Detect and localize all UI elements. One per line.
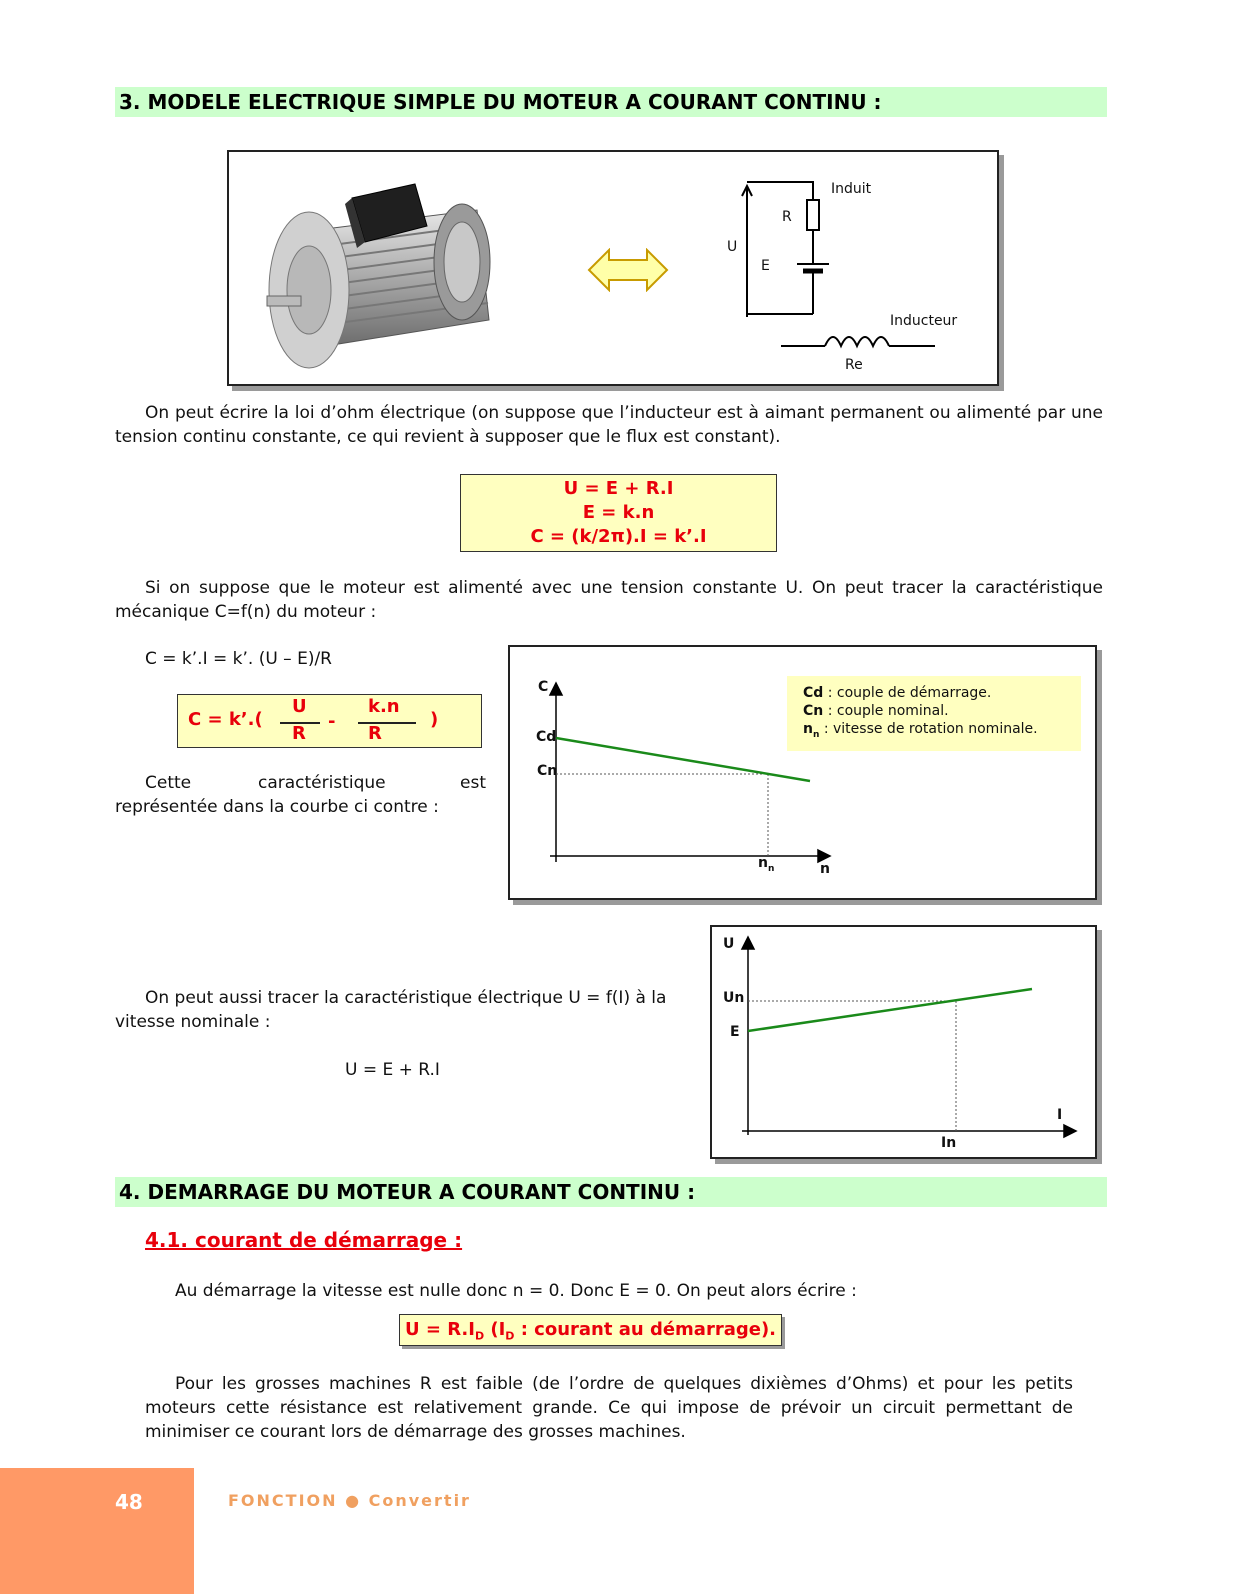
start-formula-b: (I — [484, 1319, 506, 1340]
fraction-minus: - — [328, 711, 336, 732]
section-4-title: 4. DEMARRAGE DU MOTEUR A COURANT CONTINU : — [115, 1177, 1107, 1207]
formula-line-1: U = E + R.I — [563, 478, 674, 499]
fraction-den-2: R — [368, 723, 382, 744]
footer-label: FONCTION ● Convertir — [228, 1491, 471, 1510]
start-formula-c: : courant au démarrage). — [514, 1319, 777, 1340]
u-axis-arrow-icon — [742, 937, 754, 949]
chart-elec-e-label: E — [730, 1024, 740, 1040]
fraction-suffix: ) — [430, 709, 439, 730]
elec-equation: U = E + R.I — [345, 1060, 440, 1080]
formula-line-3: C = (k/2π).I = k’.I — [530, 526, 707, 547]
chart-electrical-svg — [712, 927, 1095, 1157]
curve-note-4: représentée dans la courbe ci contre : — [115, 797, 439, 817]
curve-note-1: Cette — [145, 773, 192, 793]
start-formula-box — [399, 1314, 782, 1346]
formula-line-2: E = k.n — [582, 502, 655, 523]
curve-note-3: est — [460, 773, 486, 793]
mech-curve-line — [556, 738, 810, 781]
page-number: 48 — [115, 1490, 143, 1514]
chart-mech-legend — [787, 676, 1081, 751]
legend-nn: $n_n$ : vitesse de rotation nominale. — [803, 721, 1038, 740]
motor-photo — [257, 170, 507, 370]
legend-cd: Cd : couple de démarrage. — [803, 685, 992, 701]
fraction-num-1: U — [292, 696, 307, 717]
chart-electrical — [710, 925, 1097, 1159]
motor-figure — [227, 150, 999, 386]
fraction-prefix: C = k’.( — [188, 709, 263, 730]
equivalence-arrow-icon — [587, 248, 669, 292]
nn-main: n — [758, 855, 768, 871]
label-induit: Induit — [831, 181, 872, 197]
chart-mech-cn-label: Cn — [537, 763, 558, 779]
nn-sub: n — [767, 863, 775, 874]
fraction-den-1: R — [292, 723, 306, 744]
chart-mech-nn-label — [758, 855, 774, 874]
label-r: R — [782, 209, 792, 225]
chart-mech-x-label: n — [820, 861, 830, 877]
label-u: U — [727, 239, 738, 255]
label-e: E — [761, 258, 770, 274]
chart-mech-cd-label: Cd — [536, 729, 557, 745]
label-re: Re — [845, 357, 863, 373]
fraction-num-2: k.n — [368, 696, 400, 717]
section-4-1-title: 4.1. courant de démarrage : — [145, 1228, 463, 1252]
chart-elec-x-label: I — [1057, 1107, 1063, 1123]
legend-cn: Cn : couple nominal. — [803, 703, 949, 719]
mech-paragraph: Si on suppose que le moteur est alimenté avec une tension constante U. On peut tracer la caractéristique mécanique C=f(n) du moteur : — [115, 578, 1103, 622]
y-axis-arrow-icon — [550, 683, 562, 695]
chart-mechanical — [508, 645, 1097, 900]
chart-mech-y-label: C — [538, 679, 549, 695]
start-paragraph: Au démarrage la vitesse est nulle donc n = 0. Donc E = 0. On peut alors écrire : — [175, 1281, 857, 1301]
elec-paragraph: On peut aussi tracer la caractéristique électrique U = f(I) à la vitesse nominale : — [115, 988, 667, 1032]
i-axis-arrow-icon — [1064, 1125, 1076, 1137]
fraction-formula-box — [177, 694, 482, 748]
intro-paragraph: On peut écrire la loi d’ohm électrique (on suppose que l’inducteur est à aimant permanent ou alimenté par une tension continu constante, ce qui revient à supposer que le flux est constant). — [115, 403, 1103, 447]
curve-note-2: caractéristique — [258, 773, 386, 793]
start-formula-sub: D — [474, 1329, 485, 1343]
footer-tab — [0, 1468, 194, 1594]
start-formula-a: U = R.I — [404, 1319, 475, 1340]
chart-elec-in-label: In — [941, 1135, 957, 1151]
section-3-title: 3. MODELE ELECTRIQUE SIMPLE DU MOTEUR A COURANT CONTINU : — [115, 87, 1107, 117]
torque-equation: C = k’.I = k’. (U – E)/R — [145, 649, 332, 669]
formula-box — [460, 474, 777, 552]
label-inducteur: Inducteur — [890, 313, 958, 329]
start-formula-sub2: D — [505, 1329, 515, 1343]
chart-elec-un-label: Un — [723, 990, 745, 1006]
elec-curve-line — [748, 989, 1032, 1031]
chart-elec-y-label: U — [723, 936, 735, 952]
closing-paragraph: Pour les grosses machines R est faible (de l’ordre de quelques dixièmes d’Ohms) et pour les petits moteurs cette résistance est relativement grande. Ce qui impose de prévoir un circuit permettant de minimiser ce courant lors de démarrage des grosses machines. — [145, 1374, 1073, 1442]
